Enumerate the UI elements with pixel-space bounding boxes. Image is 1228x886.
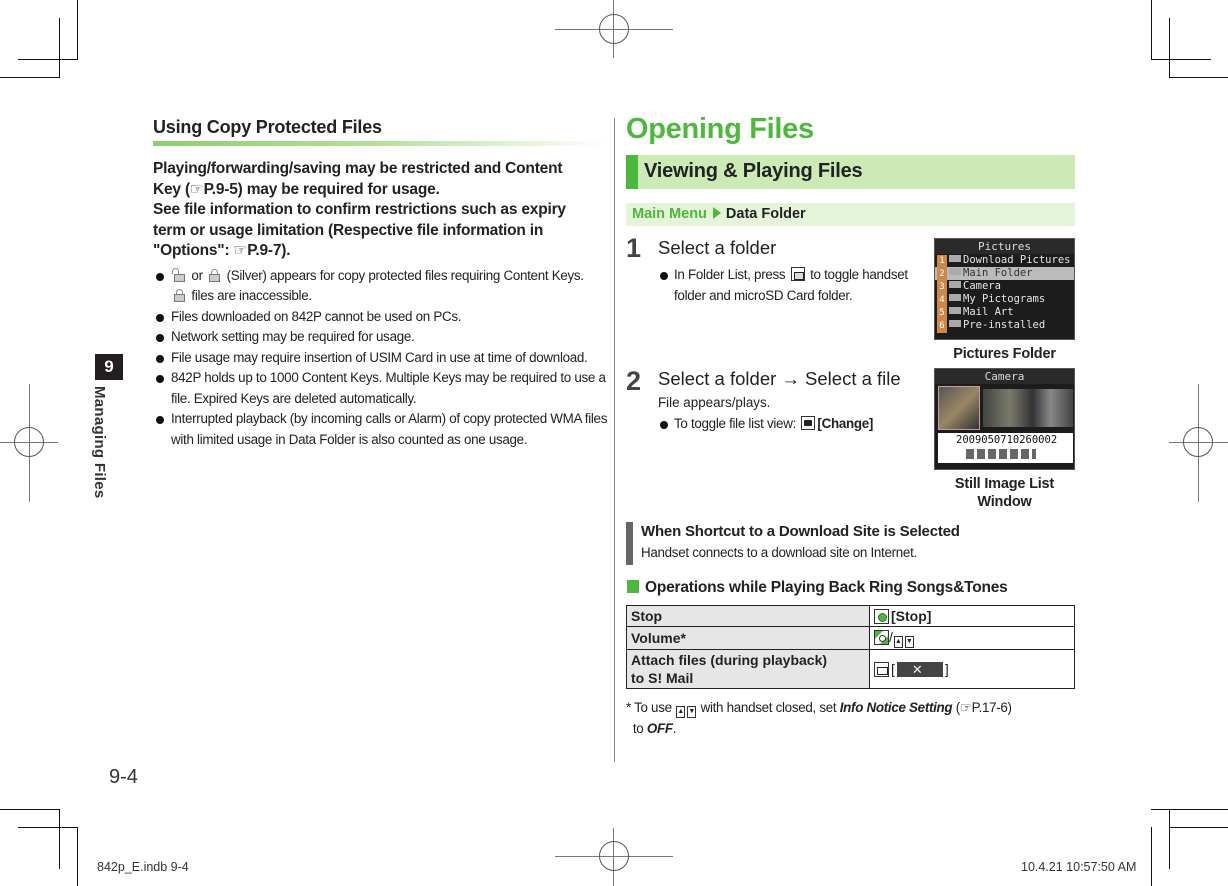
folder-row [935, 306, 1074, 319]
row-label: Mail Art [963, 306, 1014, 318]
row-number: 2 [937, 268, 947, 281]
label-line: to S! Mail [631, 670, 694, 686]
operation-key [870, 627, 1075, 650]
notes-list [153, 266, 608, 451]
step-title: Select a folder [658, 237, 777, 258]
footnote-text: * To use [626, 700, 672, 715]
table-row [627, 627, 1075, 650]
list-item: Interrupted playback (by incoming calls or Alarm) of copy protected WMA files with limited usage in Data Folder is also counted as one usage. [153, 409, 608, 450]
status-icons [966, 449, 1036, 459]
intro-line: See file information to confirm restrictions such as expiry [153, 201, 566, 218]
folder-icon [949, 307, 961, 314]
tv-key-icon [791, 267, 805, 281]
section-rule [153, 141, 608, 146]
separator: / [889, 629, 893, 645]
setting-value: OFF [646, 721, 673, 736]
operation-key [870, 606, 1075, 627]
step-title: Select a folder → Select a file [658, 368, 901, 389]
step-bullets [658, 265, 930, 306]
table-row [627, 650, 1075, 689]
step-number: 1 [626, 233, 642, 263]
row-label: Camera [963, 280, 1001, 292]
list-item [658, 414, 930, 435]
step-bullets [658, 414, 930, 435]
operation-label: Stop [627, 606, 870, 627]
caption-line: Window [977, 494, 1032, 510]
operation-label: Volume* [627, 627, 870, 650]
file-info-panel [938, 433, 1073, 463]
thumbnail-selected [938, 386, 980, 430]
row-number: 3 [937, 281, 947, 294]
step-description: File appears/plays. [658, 395, 771, 410]
footnote [626, 697, 1075, 739]
intro-line: "Options": ☞P.9-7). [153, 242, 291, 259]
row-number: 1 [937, 255, 947, 268]
triangle-right-icon [713, 207, 721, 219]
thumbnail-strip [983, 389, 1073, 427]
note-title: When Shortcut to a Download Site is Selected [641, 523, 960, 540]
list-item [153, 266, 608, 307]
lock-icon [209, 269, 220, 282]
section-title: Using Copy Protected Files [153, 117, 382, 137]
screen-header: Pictures [935, 239, 1074, 254]
step-number: 2 [626, 366, 642, 396]
folder-icon [949, 320, 961, 327]
side-up-key-icon: ▲ [894, 636, 903, 648]
unlocked-lock-icon [174, 269, 185, 282]
softkey-label: [Stop] [891, 608, 932, 624]
page-reference: (☞P.17-6) [955, 700, 1012, 715]
side-up-key-icon: ▲ [676, 706, 685, 718]
intro-line: Playing/forwarding/saving may be restricted and Content [153, 160, 563, 177]
pictures-folder-screenshot [934, 238, 1075, 340]
chapter-number-tab: 9 [95, 354, 123, 380]
folder-row [935, 280, 1074, 293]
label-line: Attach files (during playback) [631, 652, 828, 668]
intro-line: Key (☞P.9-5) may be required for usage. [153, 180, 440, 198]
camera-key-icon [801, 416, 815, 430]
slug-file: 842p_E.indb 9-4 [97, 860, 189, 874]
folder-icon [949, 255, 961, 262]
bracket: [ [891, 661, 895, 677]
footnote-text: . [672, 721, 677, 736]
operations-heading [627, 579, 1008, 597]
slug-timestamp: 10.4.21 10:57:50 AM [1021, 860, 1137, 874]
row-number: 6 [937, 320, 947, 333]
file-name: 2009050710260002 [956, 434, 1058, 446]
note-bar [626, 522, 633, 565]
folder-row [935, 293, 1074, 306]
row-label: Pre-installed [963, 319, 1046, 331]
setting-name: Info Notice Setting [839, 700, 953, 715]
subtitle: Viewing & Playing Files [644, 160, 863, 182]
breadcrumb [626, 203, 1075, 226]
center-key-icon [874, 609, 889, 624]
caption-line: Still Image List [954, 476, 1055, 492]
bullet-text: files are inaccessible. [191, 288, 312, 303]
folder-icon [949, 268, 961, 275]
intro-paragraph [153, 159, 608, 262]
screenshot-caption [934, 475, 1075, 511]
screen-header: Camera [935, 369, 1074, 384]
row-number: 5 [937, 307, 947, 320]
folder-row [935, 254, 1074, 267]
folder-row-selected [935, 267, 1074, 280]
page-number: 9-4 [109, 766, 138, 788]
operations-heading-text: Operations while Playing Back Ring Songs&Tones [645, 579, 1008, 596]
footnote-text: to [632, 721, 644, 736]
folder-row [935, 319, 1074, 332]
row-number: 4 [937, 294, 947, 307]
still-image-list-screenshot [934, 368, 1075, 470]
bullet-text: or [191, 267, 203, 283]
row-label: Main Folder [963, 267, 1033, 279]
bracket: ] [944, 661, 949, 677]
operation-key [870, 650, 1075, 689]
lock-icon [174, 289, 185, 302]
chapter-label: Managing Files [91, 386, 108, 499]
bullet-text: (Silver) appears for copy protected files requiring Content Keys. [226, 267, 584, 283]
breadcrumb-data-folder: Data Folder [725, 206, 806, 222]
note-description: Handset connects to a download site on Internet. [641, 545, 917, 560]
list-item: File usage may require insertion of USIM Card in use at time of download. [153, 348, 608, 369]
table-row [627, 606, 1075, 627]
list-item: Network setting may be required for usage. [153, 327, 608, 348]
folder-icon [949, 281, 961, 288]
bullet-text: to toggle handset folder and microSD Card folder. [674, 267, 908, 303]
screenshot-caption: Pictures Folder [953, 346, 1056, 362]
up-down-nav-key-icon [874, 630, 889, 645]
column-divider [614, 118, 615, 762]
side-down-key-icon: ▼ [687, 706, 696, 718]
page-title: Opening Files [626, 113, 814, 145]
side-down-key-icon: ▼ [905, 636, 914, 648]
operation-label [627, 650, 870, 689]
list-item: 842P holds up to 1000 Content Keys. Multiple Keys may be required to use a file. Expired Keys are deleted automatically. [153, 368, 608, 409]
list-item: Files downloaded on 842P cannot be used on PCs. [153, 307, 608, 328]
note-box [626, 522, 1075, 565]
mail-key-icon [874, 662, 889, 677]
bullet-text: To toggle file list view: [674, 416, 796, 431]
row-label: My Pictograms [963, 293, 1046, 305]
operations-table [626, 605, 1075, 689]
softkey-label: [Change] [817, 416, 874, 431]
list-item [658, 265, 930, 306]
row-label: Download Pictures [963, 254, 1071, 266]
subtitle-accent [626, 155, 638, 189]
folder-icon [949, 294, 961, 301]
bullet-text: In Folder List, press [674, 267, 786, 282]
green-square-icon [627, 580, 639, 593]
intro-line: term or usage limitation (Respective file information in [153, 221, 544, 239]
subtitle-bar [626, 155, 1075, 189]
breadcrumb-main-menu: Main Menu [632, 206, 707, 222]
footnote-text: with handset closed, set [700, 700, 837, 715]
copy-protected-section [153, 117, 608, 450]
mail-softkey-icon [897, 662, 943, 677]
